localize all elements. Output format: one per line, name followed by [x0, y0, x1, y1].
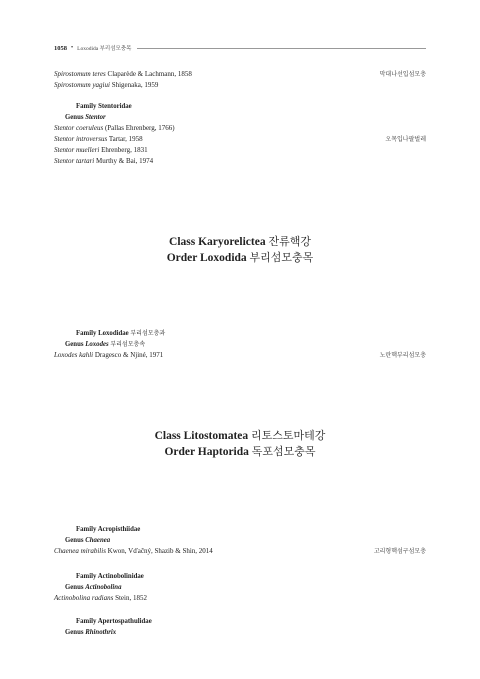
genus-name: Loxodes — [85, 341, 109, 348]
genus-name: Actinobolina — [85, 584, 122, 591]
species-entry — [54, 156, 426, 167]
species-name: Spirostomum teres — [54, 70, 106, 78]
species-name: Chaenea mirabilis — [54, 547, 106, 555]
species-authority: Kwon, Vďačný, Shazib & Shin, 2014 — [107, 547, 213, 555]
class-label: Class Karyorelictea — [169, 236, 266, 248]
species-korean-name: 노란핵부리섬모충 — [379, 352, 426, 359]
genus-heading — [65, 582, 437, 593]
order-label: Order Haptorida — [164, 446, 249, 458]
page-number: 1058 — [54, 44, 67, 52]
genus-heading — [65, 112, 437, 123]
species-authority: Tartar, 1958 — [108, 135, 143, 143]
order-korean-name: 부리섬모충목 — [249, 251, 314, 264]
species-authority: (Pallas Ehrenberg, 1766) — [104, 124, 175, 132]
genus-korean-name: 부리섬모충속 — [110, 341, 146, 348]
class-title — [0, 428, 480, 444]
species-name: Actinobolina radians — [54, 594, 114, 602]
family-korean-name: 부리섬모충과 — [130, 330, 166, 337]
class-korean-name: 리토스토마테강 — [251, 429, 326, 442]
genus-prefix: Genus — [65, 537, 86, 544]
family-heading: Family Stentoridae — [76, 103, 132, 110]
family-heading: Family Apertospathulidae — [76, 618, 152, 625]
species-entry — [54, 546, 426, 557]
family-heading: Family Actinobolinidae — [76, 573, 144, 580]
species-name: Stentor tartari — [54, 157, 95, 165]
species-korean-name: 막대나선입섬모충 — [379, 71, 426, 78]
species-entry — [54, 69, 426, 80]
genus-prefix: Genus — [65, 114, 86, 121]
genus-name: Stentor — [85, 114, 106, 121]
genus-heading — [65, 339, 437, 350]
species-name: Stentor coeruleus — [54, 124, 104, 132]
species-entry — [54, 80, 426, 91]
order-label: Order Loxodida — [166, 252, 247, 264]
species-entry — [54, 593, 426, 604]
species-authority: Claparède & Lachmann, 1858 — [107, 70, 192, 78]
class-korean-name: 잔류핵강 — [268, 235, 311, 248]
species-name: Stentor muelleri — [54, 146, 100, 154]
genus-prefix: Genus — [65, 584, 86, 591]
class-label: Class Litostomatea — [154, 430, 249, 442]
species-authority: Shigenaka, 1959 — [111, 81, 159, 89]
genus-heading — [65, 627, 437, 638]
species-entry — [54, 350, 426, 361]
genus-name: Rhinothrix — [85, 629, 117, 636]
class-title — [0, 234, 480, 250]
species-authority: Dragesco & Njiné, 1971 — [94, 351, 164, 359]
family-heading: Family Acropisthiidae — [76, 526, 141, 533]
species-authority: Stein, 1852 — [115, 594, 147, 602]
species-name: Spirostomum yagiui — [54, 81, 110, 89]
species-entry — [54, 134, 426, 145]
species-name: Stentor introversus — [54, 135, 108, 143]
genus-name: Chaenea — [85, 537, 111, 544]
genus-prefix: Genus — [65, 341, 86, 348]
species-authority: Ehrenberg, 1831 — [101, 146, 148, 154]
header-rule — [137, 48, 426, 49]
page-header — [54, 43, 426, 53]
family-heading — [76, 328, 448, 339]
species-entry — [54, 123, 426, 134]
order-korean-name: 독포섬모충목 — [251, 445, 316, 458]
family-label: Family Loxodidae — [76, 330, 129, 337]
species-entry — [54, 145, 426, 156]
species-korean-name: 고리형핵섬구섬모충 — [373, 548, 426, 555]
running-title: Loxodida 부리섬모충목 — [77, 46, 132, 52]
genus-heading — [65, 535, 437, 546]
order-title — [0, 250, 480, 266]
genus-prefix: Genus — [65, 629, 86, 636]
species-korean-name: 오목입나팔벌레 — [385, 136, 426, 143]
header-bullet: • — [71, 45, 74, 51]
species-name: Loxodes kahli — [54, 351, 94, 359]
order-title — [0, 444, 480, 460]
species-authority: Murthy & Bai, 1974 — [96, 157, 154, 165]
